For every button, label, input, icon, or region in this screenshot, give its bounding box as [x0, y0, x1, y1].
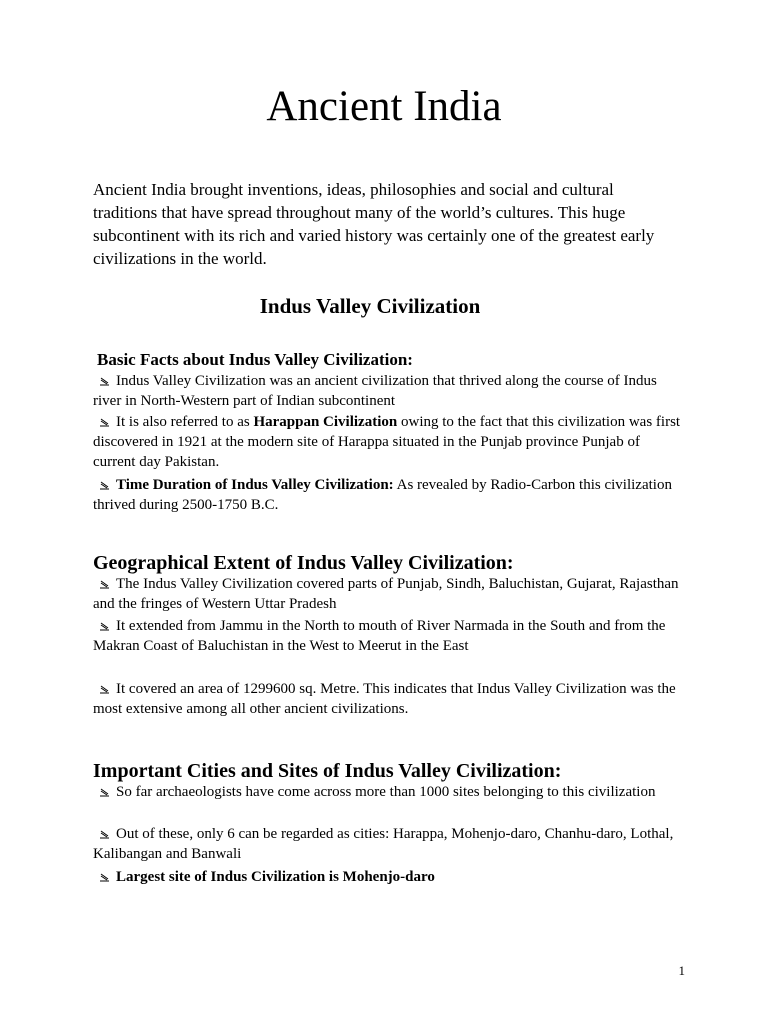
- list-item: [93, 475, 683, 515]
- list-item: [93, 824, 683, 864]
- bullet-text: It extended from Jammu in the North to mouth of River Narmada in the South and from the Makran Coast of Baluchistan in the West to Meerut in the East: [93, 618, 666, 654]
- important-cities-heading: Important Cities and Sites of Indus Valley Civilization:: [93, 760, 562, 782]
- list-item: [93, 574, 683, 614]
- pencil-bullet-icon: [100, 788, 110, 797]
- list-item: [93, 412, 683, 472]
- pencil-bullet-icon: [100, 481, 110, 490]
- pencil-bullet-icon: [100, 622, 110, 631]
- bold-term: Largest site of Indus Civilization is Mohenjo-daro: [116, 869, 435, 885]
- basic-facts-heading: Basic Facts about Indus Valley Civilization:: [97, 350, 413, 369]
- page-number: 1: [678, 963, 685, 978]
- section-heading: Indus Valley Civilization: [259, 294, 481, 318]
- bullet-text: Indus Valley Civilization was an ancient civilization that thrived along the course of Indus river in North-Western part of Indian subcontinent: [93, 373, 657, 409]
- pencil-bullet-icon: [100, 830, 110, 839]
- pencil-bullet-icon: [100, 377, 110, 386]
- bold-term: Harappan Civilization: [253, 414, 398, 430]
- pencil-bullet-icon: [100, 418, 110, 427]
- bullet-text: Out of these, only 6 can be regarded as cities: Harappa, Mohenjo-daro, Chanhu-daro, Lothal, Kalibangan and Banwali: [93, 826, 674, 862]
- list-item: [93, 867, 683, 887]
- bullet-text: The Indus Valley Civilization covered parts of Punjab, Sindh, Baluchistan, Gujarat, Rajasthan and the fringes of Western Uttar Pradesh: [93, 576, 679, 612]
- geographical-extent-heading: Geographical Extent of Indus Valley Civilization:: [93, 552, 514, 574]
- bullet-text: As revealed by Radio-Carbon this civilization thrived during 2500-1750 B.C.: [93, 477, 672, 513]
- list-item: [93, 782, 683, 802]
- list-item: [93, 371, 683, 411]
- intro-paragraph: Ancient India brought inventions, ideas, philosophies and social and cultural traditions that have spread throughout many of the world’s cultures. This huge subcontinent with its rich and varied history was certainly one of the greatest early civilizations in the world.: [93, 180, 655, 268]
- list-item: [93, 616, 683, 656]
- bullet-text: owing to the fact that this civilization was first discovered in 1921 at the modern site of Harappa situated in the Punjab province Punjab of current day Pakistan.: [93, 414, 681, 470]
- pencil-bullet-icon: [100, 873, 110, 882]
- pencil-bullet-icon: [100, 580, 110, 589]
- pencil-bullet-icon: [100, 685, 110, 694]
- page-title: Ancient India: [266, 83, 502, 130]
- bullet-text: It is also referred to as: [116, 414, 254, 430]
- bold-term: Time Duration of Indus Valley Civilization:: [116, 477, 394, 493]
- list-item: [93, 679, 683, 719]
- bullet-text: So far archaeologists have come across more than 1000 sites belonging to this civilization: [116, 784, 656, 800]
- bullet-text: It covered an area of 1299600 sq. Metre. This indicates that Indus Valley Civilization was the most extensive among all other ancient civilizations.: [93, 681, 676, 717]
